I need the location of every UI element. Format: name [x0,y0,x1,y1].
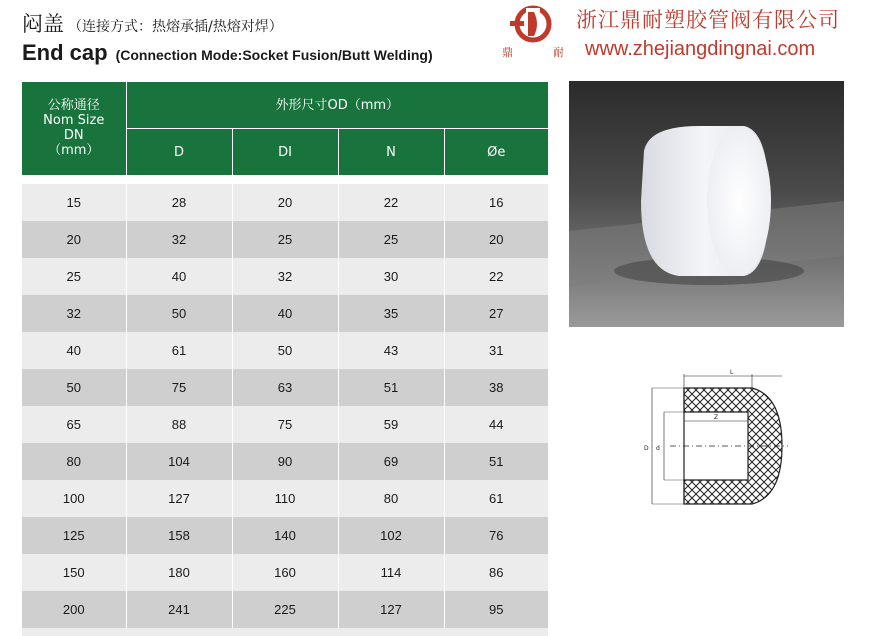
table-cell: 69 [338,443,444,480]
product-name-cn: 闷盖 [22,12,64,36]
header-outer-dimension: 外形尺寸OD（mm） [126,82,548,129]
company-name: 浙江鼎耐塑胶管阀有限公司 [576,8,840,32]
table-cell: 28 [126,184,232,221]
table-cell: 65 [22,406,126,443]
table-cell: 50 [126,295,232,332]
table-body [22,175,548,636]
logo-char-nai: 耐 [553,46,564,59]
table-row [22,332,548,369]
table-cell: 25 [232,221,338,258]
table-cell: 158 [126,517,232,554]
table-cell: 30 [338,258,444,295]
dim-label-z: Z [714,414,719,421]
table-cell: 104 [126,443,232,480]
page-title-en [22,40,433,66]
table-cell: 22 [444,258,548,295]
table-cell: 160 [232,554,338,591]
table-cell: 225 [232,591,338,628]
end-cap-photo [569,81,844,327]
end-cap-spec-table [22,82,548,636]
table-cell: 20 [22,221,126,258]
table-cell: 40 [232,295,338,332]
table-cell: 100 [22,480,126,517]
table-cell: 95 [444,591,548,628]
table-row [22,480,548,517]
dim-label-l: L [730,369,734,376]
table-cell: 90 [232,443,338,480]
table-row [22,406,548,443]
table-cell: 110 [232,480,338,517]
table-cell: 50 [22,369,126,406]
table-cell: 75 [126,369,232,406]
table-cell: 88 [126,406,232,443]
dim-label-d-inner: d [656,445,660,452]
table-cell: 15 [22,184,126,221]
table-cell: 102 [338,517,444,554]
table-cell: 50 [232,332,338,369]
table-cell: 80 [338,480,444,517]
header-col-di: DI [232,129,338,176]
header-col-n: N [338,129,444,176]
page-title-cn [22,8,283,38]
table-row [22,221,548,258]
table-cell: 76 [444,517,548,554]
table-cell: 150 [22,554,126,591]
table-row [22,369,548,406]
table-cell: 63 [232,369,338,406]
table-cell: 32 [232,258,338,295]
table-cell: 61 [444,480,548,517]
table-cell: 51 [444,443,548,480]
table-cell: 114 [338,554,444,591]
table-cell: 40 [126,258,232,295]
table-row [22,591,548,628]
table-cell: 25 [22,258,126,295]
table-cell: 241 [126,591,232,628]
table-cell: 16 [444,184,548,221]
table-cell: 32 [126,221,232,258]
table-cell: 75 [232,406,338,443]
table-cell: 40 [22,332,126,369]
table-cell: 125 [22,517,126,554]
table-cell: 127 [126,480,232,517]
table-cell: 80 [22,443,126,480]
company-website[interactable]: www.zhejiangdingnai.com [585,38,816,60]
table-cell: 20 [444,221,548,258]
table-cell: 200 [22,591,126,628]
table-cell: 25 [338,221,444,258]
header-col-oe: Øe [444,129,548,176]
table-cell: 32 [22,295,126,332]
table-cell: 43 [338,332,444,369]
table-cell: 31 [444,332,548,369]
end-cap-section-drawing [640,366,790,524]
logo-char-ding: 鼎 [502,46,513,59]
table-row [22,258,548,295]
table-cell: 27 [444,295,548,332]
table-cell: 140 [232,517,338,554]
table-cell: 86 [444,554,548,591]
table-row [22,184,548,221]
connection-mode-cn: （连接方式：热熔承插/热熔对焊） [68,19,283,35]
dim-label-d-outer: D [644,445,649,452]
table-cell: 61 [126,332,232,369]
table-row [22,554,548,591]
table-cell: 44 [444,406,548,443]
table-row [22,295,548,332]
product-name-en: End cap [22,40,108,65]
header-nom-size: 公称通径 Nom Size DN （mm） [22,82,126,175]
table-cell: 22 [338,184,444,221]
table-cell: 20 [232,184,338,221]
table-row [22,443,548,480]
table-cell: 180 [126,554,232,591]
logo-text [502,44,564,60]
table-row [22,517,548,554]
table-cell: 51 [338,369,444,406]
table-cell: 38 [444,369,548,406]
header-col-d: D [126,129,232,176]
connection-mode-en: (Connection Mode:Socket Fusion/Butt Welding) [115,47,433,63]
table-cell: 59 [338,406,444,443]
table-cell: 35 [338,295,444,332]
table-cell: 127 [338,591,444,628]
